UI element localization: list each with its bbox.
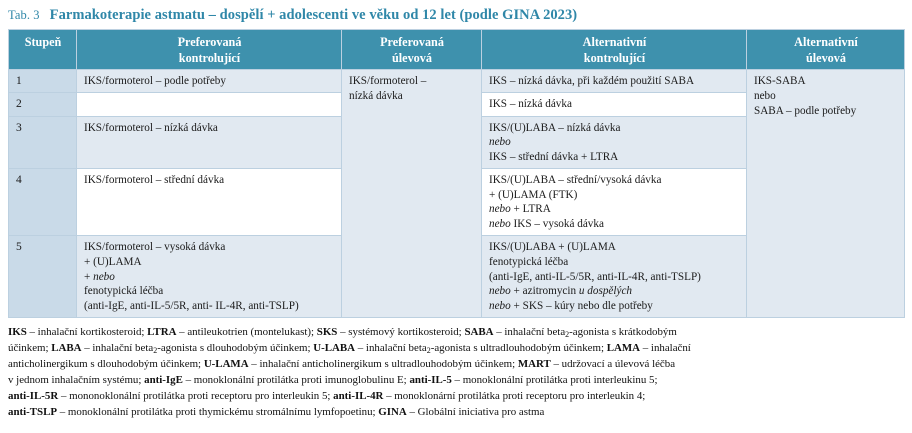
column-header-preferovana-kontrolujici-line1: Preferovaná (177, 35, 242, 49)
pharmacotherapy-table (8, 29, 905, 318)
column-header-alternativni-kontrolujici (482, 30, 747, 70)
column-header-alternativni-ulevova-line1: Alternativní (794, 35, 858, 49)
cell-line: IKS-SABA (754, 75, 806, 88)
column-header-alternativni-kontrolujici-line2: kontrolující (583, 51, 646, 66)
cell-line: nebo IKS – vysoká dávka (489, 218, 604, 231)
cell-line: nebo (489, 136, 511, 149)
cell-alternativni-kontrolujici (482, 116, 747, 168)
footnote-line: účinkem; LABA – inhalační beta$_2$-agonista s dlouhodobým účinkem; U-LABA – inhalační beta$_2$-agonista s ultradlouhodobým účinkem; LAMA – inhalační (8, 342, 691, 356)
column-header-preferovana-ulevova-line2: úlevová (392, 51, 432, 66)
footnote-line: IKS – inhalační kortikosteroid; LTRA – antileukotrien (montelukast); SKS – systémový kortikosteroid; SABA – inhalační beta$_2$-agonista s krátkodobým (8, 326, 677, 339)
column-header-preferovana-ulevova (342, 30, 482, 70)
cell-alternativni-kontrolujici (482, 236, 747, 318)
cell-stupen: 3 (9, 116, 77, 168)
cell-line: + (U)LAMA (84, 255, 142, 268)
cell-preferovana-kontrolujici (77, 168, 342, 235)
cell-line: nebo + azitromycin u dospělých (489, 285, 633, 298)
column-header-preferovana-kontrolujici-line2: kontrolující (178, 51, 241, 66)
cell-line: nebo (754, 89, 776, 102)
cell-line: IKS/formoterol – vysoká dávka (84, 241, 226, 253)
column-header-preferovana-kontrolujici (77, 30, 342, 70)
table-body (9, 70, 905, 318)
column-header-alternativni-ulevova (747, 30, 905, 70)
cell-line: IKS – střední dávka + LTRA (489, 151, 619, 164)
footnote-line: v jednom inhalačním systému; anti-IgE – monoklonální protilátka proti imunoglobulinu E; anti-IL-5 – monoklonální protilátka proti interleukinu 5; (8, 374, 658, 387)
cell-line: IKS/(U)LABA – střední/vysoká dávka (489, 173, 662, 186)
cell-preferovana-kontrolujici (77, 236, 342, 318)
cell-line: + nebo (84, 270, 115, 283)
footnote-line: anti-TSLP – monoklonální protilátka proti thymickému stromálnímu lymfopoetinu; GINA – Globální iniciativa pro astma (8, 406, 545, 419)
column-header-stupen-line1: Stupeň (24, 35, 62, 49)
footnote-line: anti-IL-5R – mononoklonální protilátka proti receptoru pro interleukin 5; anti-IL-4R – monoklonární protilátka proti receptoru pro interleukin 4; (8, 390, 646, 403)
cell-stupen: 1 (9, 70, 77, 93)
caption-label: Tab. 3 (8, 8, 40, 22)
column-header-stupen (9, 30, 77, 70)
cell-line: IKS/(U)LABA + (U)LAMA (489, 241, 616, 253)
cell-line: SABA – podle potřeby (754, 104, 857, 117)
cell-line: IKS/formoterol – podle potřeby (84, 75, 226, 88)
cell-line: nebo + LTRA (489, 203, 551, 216)
cell-stupen: 5 (9, 236, 77, 318)
cell-line: (anti-IgE, anti-IL-5/5R, anti-IL-4R, anti-TSLP) (489, 270, 701, 283)
cell-line: nebo + SKS – kúry nebo dle potřeby (489, 300, 653, 313)
cell-line: fenotypická léčba (489, 255, 569, 268)
caption-title: Farmakoterapie astmatu – dospělí + adolescenti ve věku od 12 let (podle GINA 2023) (49, 7, 578, 23)
table-footnote (0, 318, 912, 420)
cell-line: IKS/(U)LABA – nízká dávka (489, 121, 621, 134)
cell-alternativni-kontrolujici (482, 93, 747, 116)
cell-line: (anti-IgE, anti-IL-5/5R, anti- IL-4R, anti-TSLP) (84, 300, 299, 313)
cell-line: IKS – nízká dávka (489, 98, 572, 111)
cell-line: IKS – nízká dávka, při každém použití SABA (489, 75, 695, 88)
cell-stupen: 4 (9, 168, 77, 235)
cell-line: IKS/formoterol – střední dávka (84, 173, 225, 186)
footnote-line: anticholinergikum s dlouhodobým účinkem; U-LAMA – inhalační anticholinergikum s ultradlouhodobým účinkem; MART – udržovací a úlevová léčba (8, 358, 676, 371)
cell-line: fenotypická léčba (84, 285, 164, 298)
cell-alternativni-kontrolujici (482, 168, 747, 235)
cell-alternativni-ulevova-merged (747, 70, 905, 318)
cell-line: nízká dávka (349, 89, 403, 102)
cell-preferovana-kontrolujici (77, 70, 342, 93)
cell-alternativni-kontrolujici (482, 70, 747, 93)
cell-line: + (U)LAMA (FTK) (489, 188, 578, 201)
cell-line: IKS/formoterol – nízká dávka (84, 121, 218, 134)
cell-line: IKS/formoterol – (349, 75, 427, 88)
table-row (9, 70, 905, 93)
column-header-alternativni-kontrolujici-line1: Alternativní (582, 35, 647, 49)
table-header-row (9, 30, 905, 70)
column-header-preferovana-ulevova-line1: Preferovaná (380, 35, 444, 49)
table-caption (0, 0, 912, 29)
cell-stupen: 2 (9, 93, 77, 116)
cell-preferovana-kontrolujici (77, 116, 342, 168)
column-header-alternativni-ulevova-line2: úlevová (806, 51, 846, 66)
cell-preferovana-kontrolujici (77, 93, 342, 116)
cell-preferovana-ulevova-merged (342, 70, 482, 318)
